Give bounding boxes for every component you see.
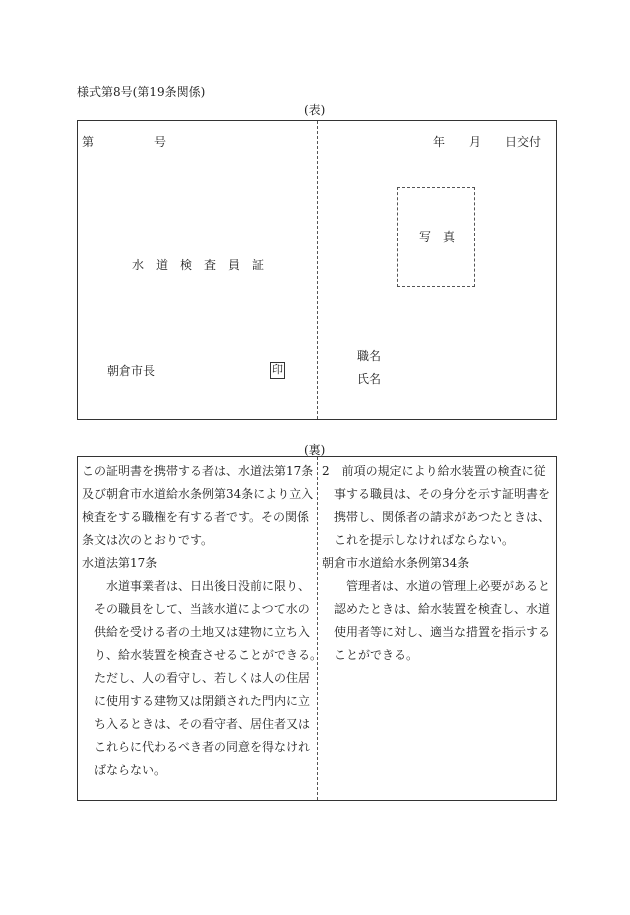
name-label: 氏名 [357,372,382,386]
text-line: その職員をして、当該水道によつて水の [82,602,310,616]
back-left-text [82,460,322,782]
text-line: り、給水装置を検査させることができる。 [82,648,323,662]
text-line: この証明書を携帯する者は、水道法第17条 [82,464,314,478]
position-label: 職名 [357,349,382,363]
text-line: 水道法第17条 [82,556,158,570]
date-year: 年 [433,135,446,149]
text-line: 2 前項の規定により給水装置の検査に従 [322,464,546,478]
front-heading: (表) [304,103,326,117]
form-label: 様式第8号(第19条関係) [77,85,206,99]
text-line: ち入るときは、その看守者、居住者又は [82,717,311,731]
issuer-name: 朝倉市長 [107,364,156,378]
text-line: 水道事業者は、日出後日没前に限り、 [82,579,311,593]
card-title: 水 道 検 査 員 証 [132,258,265,272]
text-line: 検査をする職権を有する者です。その関係 [82,510,310,524]
seal-mark: 印 [270,362,285,379]
text-line: ばならない。 [82,763,167,777]
front-divider [317,121,318,419]
date-issued: 日交付 [505,135,542,149]
text-line: ただし、人の看守し、若しくは人の住居 [82,671,311,685]
text-line: 認めたときは、給水装置を検査し、水道 [322,602,551,616]
date-month: 月 [469,135,482,149]
text-line: 事する職員は、その身分を示す証明書を [322,487,551,501]
text-line: 管理者は、水道の管理上必要があると [322,579,551,593]
text-line: 条文は次のとおりです。 [82,533,214,547]
text-line: に使用する建物又は閉鎖された門内に立 [82,694,311,708]
photo-label: 写 真 [419,230,456,244]
text-line: 供給を受ける者の土地又は建物に立ち入 [82,625,311,639]
text-line: 及び朝倉市水道給水条例第34条により立入 [82,487,314,501]
text-line: これを提示しなければならない。 [322,533,515,547]
number-suffix: 号 [154,135,167,149]
text-line: これらに代わるべき者の同意を得なけれ [82,740,311,754]
text-line: 朝倉市水道給水条例第34条 [322,556,470,570]
text-line: 携帯し、関係者の請求があつたときは、 [322,510,551,524]
back-heading: (裏) [304,443,326,457]
text-line: 使用者等に対し、適当な措置を指示する [322,625,551,639]
number-prefix: 第 [82,135,95,149]
text-line: ことができる。 [322,648,419,662]
back-right-text [322,460,550,667]
